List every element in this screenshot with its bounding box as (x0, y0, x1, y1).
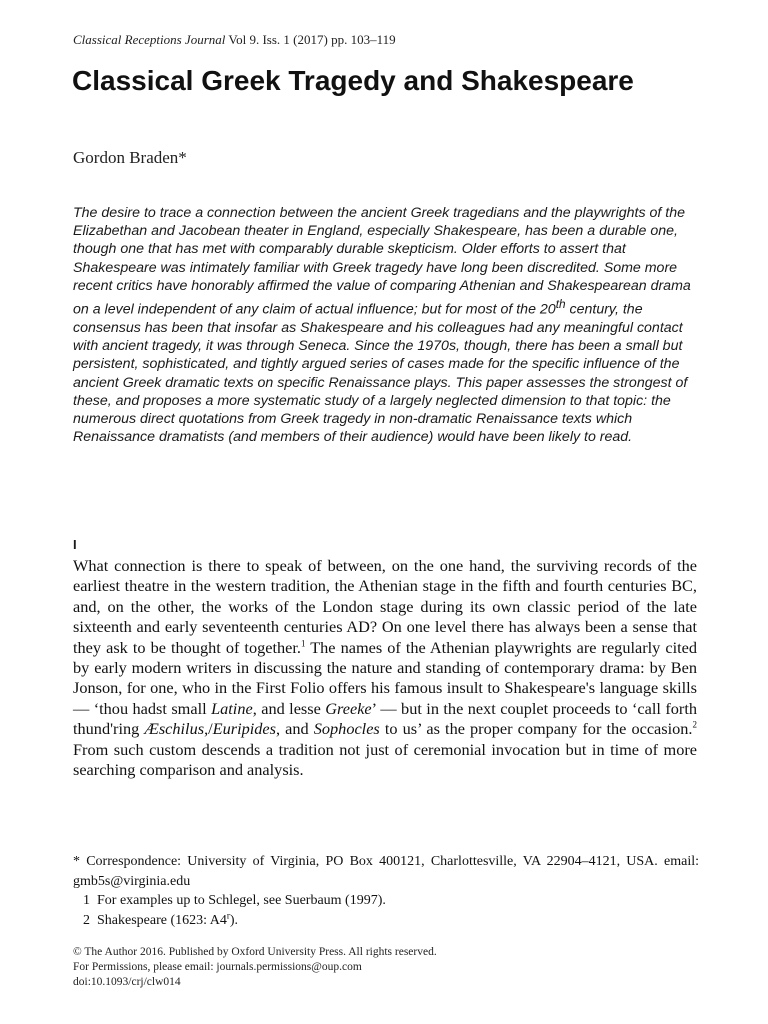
italic-latine: Latine (211, 698, 253, 718)
body-text-2: The names of the Athenian playwrights are regularly cited by early modern writers in discussing the nature and standing of contemporary drama: by Ben Jonson, for one, who in the First Folio offers his famous insult to Shakespeare's language skills — ‘thou hadst small (73, 637, 697, 718)
body-paragraph (73, 556, 697, 780)
body-text-6: , and (275, 719, 314, 739)
footnote-1 (73, 891, 699, 911)
italic-euripides: Euripides (212, 719, 276, 739)
abstract-text-2: century, the consensus has been that insofar as Shakespeare and his colleagues had any meaningful contact with ancient tragedy, it was through Seneca. Since the 1970s, though, there has been a small but persistent, sophisticated, and tightly argued series of cases made for the specific influence of the ancient Greek dramatic texts on specific Renaissance plays. This paper assesses the strongest of these, and proposes a more systematic study of a largely neglected dimension to that topic: the numerous direct quotations from Greek tragedy in non-dramatic Renaissance texts which Renaissance dramatists (and members of their audience) would have been likely to read. (73, 301, 688, 446)
body-text-3: , and lesse (252, 698, 326, 718)
running-header (73, 32, 396, 48)
author-name: Gordon Braden* (73, 148, 187, 167)
issue-info: Vol 9. Iss. 1 (2017) pp. 103–119 (228, 32, 396, 47)
body-text-1: What connection is there to speak of between, on the one hand, the surviving records of the earliest theatre in the western tradition, the Athenian stage in the fifth and fourth centuries BC, and, on the other, the works of the London stage during its own classic period of the late sixteenth and early seventeenth centuries AD? On one level there has always been a sense that they ask to be thought of together. (73, 556, 697, 657)
footnote-2 (73, 911, 699, 931)
footnote-1-number: 1 (83, 893, 90, 908)
correspondence-note: * Correspondence: University of Virginia, PO Box 400121, Charlottesville, VA 22904–4121, USA. email: gmb5s@virginia.edu (73, 854, 699, 889)
footnote-1-text: For examples up to Schlegel, see Suerbaum (1997). (97, 893, 386, 908)
copyright-block (73, 945, 699, 990)
section-number: I (73, 537, 77, 552)
body-text-5: ,/ (204, 719, 213, 739)
italic-greeke: Greeke (325, 698, 372, 718)
italic-sophocles: Sophocles (313, 719, 380, 739)
copyright-line: © The Author 2016. Published by Oxford University Press. All rights reserved. (73, 946, 437, 958)
italic-aeschilus: Æschilus (144, 719, 205, 739)
article-title: Classical Greek Tragedy and Shakespeare (72, 65, 634, 96)
abstract-text-1: The desire to trace a connection between the ancient Greek tragedians and the playwrights of the Elizabethan and Jacobean theater in England, especially Shakespeare, has been a durable one, though one that has met with comparably durable skepticism. Older efforts to assert that Shakespeare was intimately familiar with Greek tragedy have long been discredited. Some more recent critics have honorably affirmed the value of comparing Athenian and Shakespearean drama on a level independent of any claim of actual influence; but for most of the 20 (73, 205, 691, 318)
footnote-2-number: 2 (83, 912, 90, 928)
permissions-line: For Permissions, please email: journals.permissions@oup.com (73, 961, 362, 973)
abstract-superscript: th (555, 297, 566, 312)
journal-name: Classical Receptions Journal (73, 32, 226, 47)
footnote-2-text-b: ). (229, 912, 239, 928)
footnote-2-text-a: Shakespeare (1623: A4 (97, 912, 227, 928)
footnotes (73, 852, 699, 930)
footnote-ref-1[interactable]: 1 (300, 638, 306, 649)
footnote-2-superscript: r (226, 909, 230, 920)
body-text-8: From such custom descends a tradition not just of ceremonial invocation but in time of more searching comparison and analysis. (73, 739, 697, 780)
body-text-4: ’ — but in the next couplet proceeds to ‘call forth thund'ring (73, 698, 698, 739)
doi-line: doi:10.1093/crj/clw014 (73, 976, 181, 988)
abstract (73, 204, 699, 446)
footnote-ref-2[interactable]: 2 (692, 719, 697, 730)
body-text-7: to us’ as the proper company for the occasion. (379, 719, 693, 739)
